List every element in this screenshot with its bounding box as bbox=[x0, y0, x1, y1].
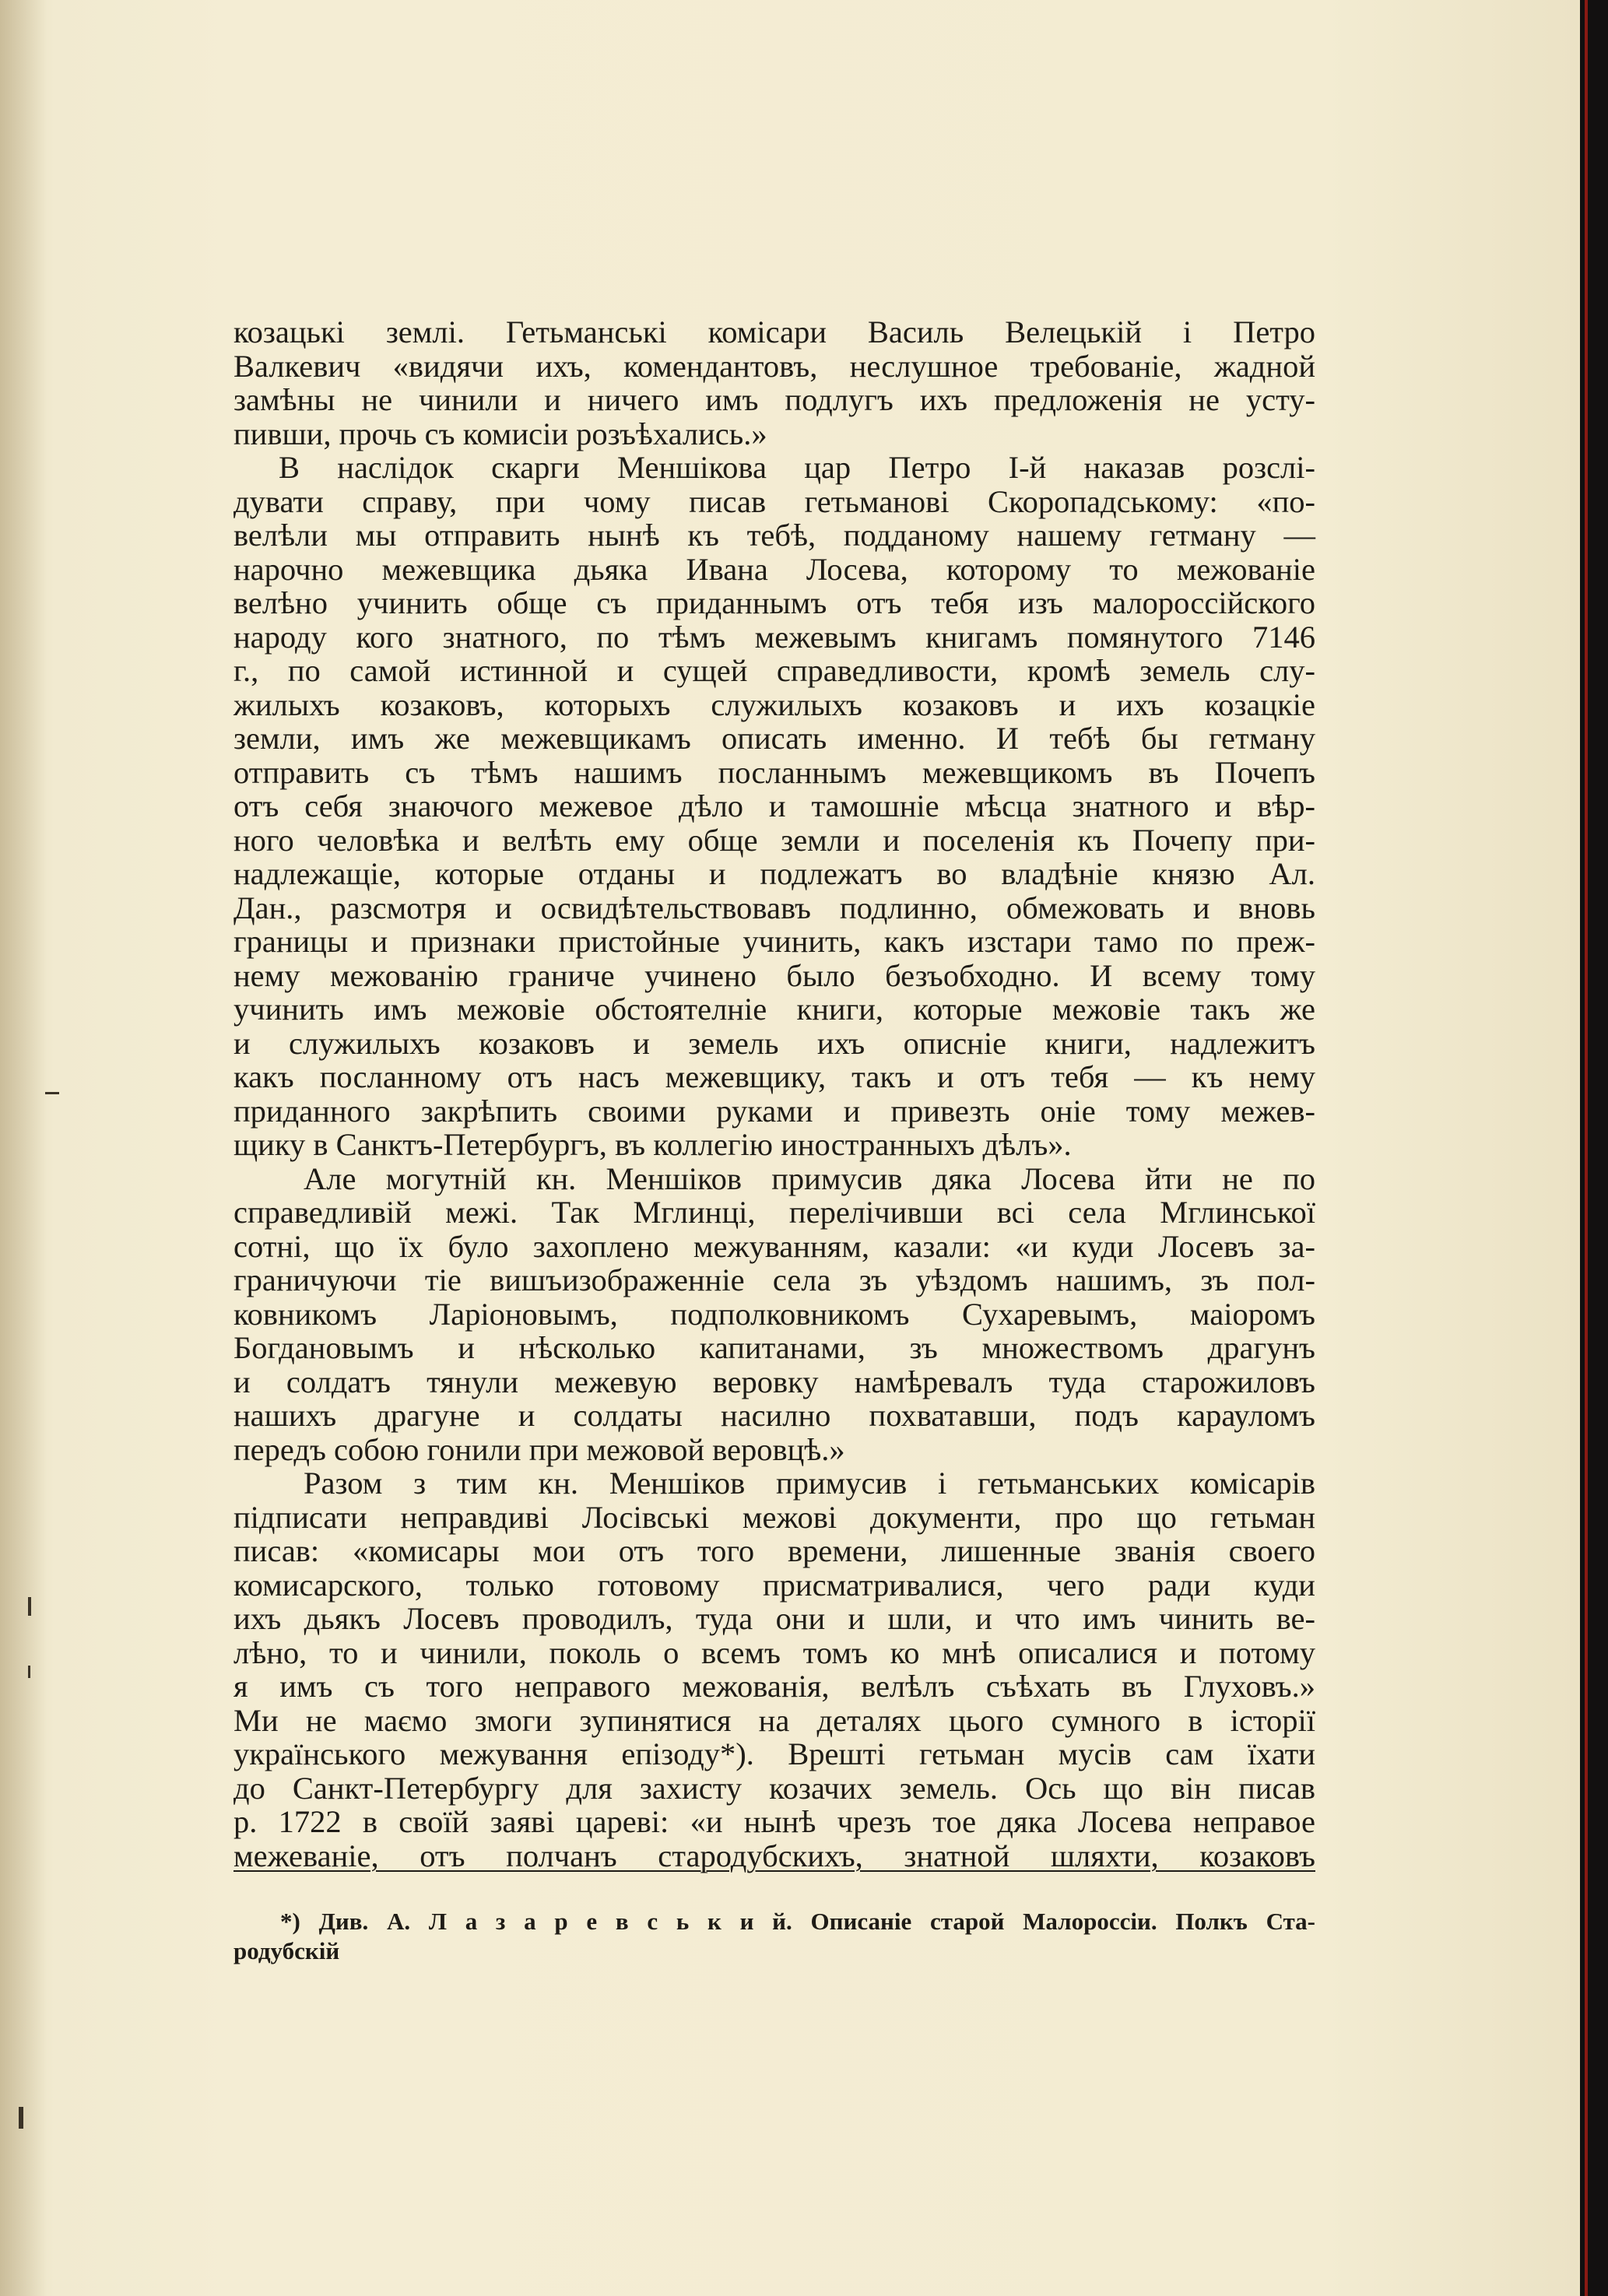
margin-mark bbox=[45, 1092, 59, 1094]
text-line: отъ себя знаючого межевое дѣло и тамошніе мѣсца знатного и вѣр- bbox=[233, 788, 1315, 823]
text-line: Але могутній кн. Меншіков примусив дяка Лосева йти не по bbox=[304, 1160, 1315, 1196]
page-edge bbox=[1580, 0, 1608, 2296]
text-line: нему межованію граниче учинено было безъобходно. И всему тому bbox=[233, 957, 1315, 993]
footnote bbox=[233, 1907, 1315, 1966]
text-line: ковникомъ Ларіоновымъ, подполковникомъ Сухаревымъ, маіоромъ bbox=[233, 1296, 1315, 1332]
text-line: граничуючи тіе вишъизображенніе села зъ уѣздомъ нашимъ, зъ пол- bbox=[233, 1262, 1315, 1297]
text-line: лѣно, то и чинили, поколь о всемъ томъ ко мнѣ описалися и потому bbox=[233, 1634, 1315, 1670]
text-line: ихъ дьякъ Лосевъ проводилъ, туда они и шли, и что имъ чинить ве- bbox=[233, 1601, 1315, 1636]
text-line: я имъ съ того неправого межованія, велѣлъ съѣхать въ Глуховъ.» bbox=[233, 1669, 1315, 1704]
text-line: сотні, що їх було захоплено межуванням, казали: «и куди Лосевъ за- bbox=[233, 1228, 1315, 1264]
text-line: козацькі землі. Гетьманські комісари Василь Велецькій і Петро bbox=[233, 314, 1315, 349]
text-line: народу кого знатного, по тѣмъ межевымъ книгамъ помянутого 7146 bbox=[233, 619, 1315, 655]
page-edge-stripe bbox=[1585, 0, 1588, 2296]
text-line: замѣны не чинили и ничего имъ подлугъ ихъ предложенія не усту- bbox=[233, 382, 1315, 417]
margin-mark bbox=[28, 1666, 30, 1678]
text-line: какъ посланному отъ насъ межевщику, такъ и отъ тебя — къ нему bbox=[233, 1059, 1315, 1094]
text-line: приданного закрѣпить своими руками и привезть оніе тому межев- bbox=[233, 1093, 1315, 1129]
text-line: Дан., разсмотря и освидѣтельствовавъ подлинно, обмежовать и вновь bbox=[233, 890, 1315, 925]
text-line: велѣно учинить обще съ приданнымъ отъ тебя изъ малороссійского bbox=[233, 585, 1315, 620]
footnote-line: *) Див. А. Л а з а р е в с ь к и й. Описаніе старой Малороссіи. Полкъ Ста- bbox=[280, 1908, 1315, 1935]
text-line: нарочно межевщика дьяка Ивана Лосева, которому то межованіе bbox=[233, 551, 1315, 587]
text-line: В наслідок скарги Меншікова цар Петро І-й наказав розслі- bbox=[279, 450, 1315, 485]
text-line: жилыхъ козаковъ, которыхъ служилыхъ козаковъ и ихъ козацкіе bbox=[233, 686, 1315, 722]
margin-mark bbox=[19, 2107, 23, 2129]
text-line: межеваніе, отъ полчанъ стародубскихъ, знатной шляхти, козаковъ bbox=[233, 1838, 1315, 1873]
text-line: ного человѣка и велѣть ему обще земли и поселенія къ Почепу при- bbox=[233, 822, 1315, 858]
text-line: велѣли мы отправить нынѣ къ тебѣ, подданому нашему гетману — bbox=[233, 518, 1315, 553]
text-line: підписати неправдиві Лосівські межові документи, про що гетьман bbox=[233, 1499, 1315, 1535]
text-line: щику в Санктъ-Петербургъ, въ коллегію иностранныхъ дѣлъ». bbox=[233, 1127, 1072, 1162]
margin-mark bbox=[28, 1597, 31, 1616]
text-line: писав: «комисары мои отъ того времени, лишенные званія своего bbox=[233, 1533, 1315, 1568]
text-line: надлежащіе, которые отданы и подлежатъ во владѣніе князю Ал. bbox=[233, 856, 1315, 891]
text-line: до Санкт-Петербургу для захисту козачих земель. Ось що він писав bbox=[233, 1770, 1315, 1806]
footnote-line: родубскій bbox=[233, 1937, 340, 1964]
text-line: учинить имъ межовіе обстоятелніе книги, которые межовіе такъ же bbox=[233, 992, 1315, 1027]
text-line: границы и признаки пристойные учинить, какъ изстари тамо по преж- bbox=[233, 924, 1315, 959]
text-line: Богдановымъ и нѣсколько капитанами, зъ множествомъ драгунъ bbox=[233, 1330, 1315, 1365]
main-text bbox=[233, 315, 1315, 1873]
text-line: пивши, прочь съ комисіи розъѣхались.» bbox=[233, 416, 767, 451]
gutter-shadow bbox=[0, 0, 47, 2296]
text-line: нашихъ драгуне и солдаты насилно похватавши, подъ карауломъ bbox=[233, 1398, 1315, 1433]
text-line: українського межування епізоду*). Врешті гетьман мусів сам їхати bbox=[233, 1736, 1315, 1771]
text-line: и служилыхъ козаковъ и земель ихъ описніе книги, надлежитъ bbox=[233, 1025, 1315, 1061]
text-line: Ми не маємо змоги зупинятися на деталях цього сумного в історії bbox=[233, 1702, 1315, 1738]
text-line: комисарского, только готовому присматривалися, чего ради куди bbox=[233, 1567, 1315, 1603]
text-line: справедливій межі. Так Мглинці, перелічивши всі села Мглинської bbox=[233, 1195, 1315, 1230]
text-line: р. 1722 в своїй заяві цареві: «и нынѣ чрезъ тое дяка Лосева неправое bbox=[233, 1804, 1315, 1839]
text-line: земли, имъ же межевщикамъ описать именно. И тебѣ бы гетману bbox=[233, 721, 1315, 756]
text-line: Валкевич «видячи ихъ, комендантовъ, неслушное требованіе, жадной bbox=[233, 348, 1315, 384]
text-line: передъ собою гонили при межовой веровцѣ.» bbox=[233, 1431, 845, 1467]
text-line: дувати справу, при чому писав гетьманові Скоропадському: «по- bbox=[233, 483, 1315, 519]
text-line: отправить съ тѣмъ нашимъ посланнымъ межевщикомъ въ Почепъ bbox=[233, 754, 1315, 790]
text-line: Разом з тим кн. Меншіков примусив і гетьманських комісарів bbox=[304, 1466, 1315, 1501]
text-line: и солдатъ тянули межевую веровку намѣревалъ туда старожиловъ bbox=[233, 1364, 1315, 1399]
text-line: г., по самой истинной и сущей справедливости, кромѣ земель слу- bbox=[233, 653, 1315, 688]
